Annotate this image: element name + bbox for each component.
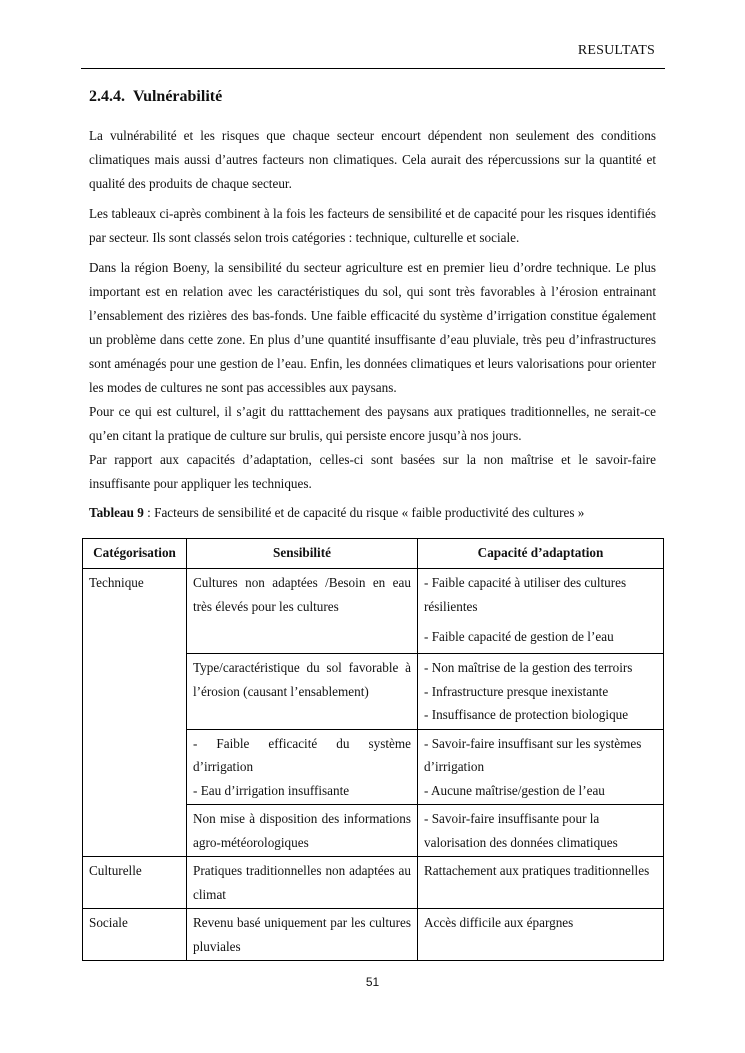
table-row: [83, 909, 664, 961]
capacity-item: - Aucune maîtrise/gestion de l’eau: [424, 782, 605, 798]
sensibility-cell: Non mise à disposition des informations agro-météorologiques: [187, 805, 418, 857]
sensibility-cell: Revenu basé uniquement par les cultures pluviales: [187, 909, 418, 961]
capacity-cell: [418, 654, 664, 730]
capacity-item: - Faible capacité de gestion de l’eau: [424, 629, 614, 644]
capacity-cell: - Savoir-faire insuffisante pour la valorisation des données climatiques: [418, 805, 664, 857]
capacity-cell: [418, 729, 664, 805]
sensibility-cell: Type/caractéristique du sol favorable à l’érosion (causant l’ensablement): [187, 654, 418, 730]
paragraph: La vulnérabilité et les risques que chaque secteur encourt dépendent non seulement des conditions climatiques mais aussi d’autres facteurs non climatiques. Cela aurait des répercussions sur la quantité et qualité des produits de chaque secteur.: [89, 128, 656, 191]
paragraph: Par rapport aux capacités d’adaptation, celles-ci sont basées sur la non maîtrise et le savoir-faire insuffisante pour appliquer les techniques.: [89, 452, 656, 491]
table-caption-label: Tableau 9: [89, 505, 144, 520]
capacity-item: - Faible capacité à utiliser des cultures résilientes: [424, 575, 627, 614]
capacity-cell: [418, 569, 664, 654]
table-row: [83, 569, 664, 654]
table-row: [83, 857, 664, 909]
paragraph: Les tableaux ci-après combinent à la fois les facteurs de sensibilité et de capacité pour les risques identifiés par secteur. Ils sont classés selon trois catégories : technique, culturelle et sociale.: [89, 206, 656, 245]
table-caption: [89, 505, 584, 521]
risk-factors-table: [82, 538, 664, 961]
sensibility-item: - Faible efficacité du système d’irrigation: [193, 735, 411, 774]
sensibility-item: - Eau d’irrigation insuffisante: [193, 782, 350, 798]
header-capacite: Capacité d’adaptation: [418, 539, 664, 569]
sensibility-cell: Cultures non adaptées /Besoin en eau très élevés pour les cultures: [187, 569, 418, 654]
category-cell: Culturelle: [83, 857, 187, 909]
paragraph: Dans la région Boeny, la sensibilité du secteur agriculture est en premier lieu d’ordre technique. Le plus important est en relation avec les caractéristiques du sol, qui sont très favorables à l’érosion entrainant l’ensablement des rizières des bas-fonds. Une faible efficacité du système d’irrigation constitue également un problème dans cette zone. En plus d’une quantité insuffisante d’eau pluviale, très peu d’infrastructures sont aménagés pour une gestion de l’eau. Enfin, les données climatiques et leurs valorisations pour orienter les modes de cultures ne sont pas accessibles aux paysans.: [89, 260, 656, 395]
capacity-item: - Non maîtrise de la gestion des terroirs: [424, 660, 633, 675]
capacity-item: - Infrastructure presque inexistante: [424, 683, 609, 699]
category-cell: Technique: [83, 569, 187, 857]
paragraph: Pour ce qui est culturel, il s’agit du ratttachement des paysans aux pratiques traditionnelles, ne serait-ce qu’en citant la pratique de culture sur brulis, qui persiste encore jusqu’à nos jours.: [89, 404, 656, 443]
running-header: [81, 38, 665, 69]
category-cell: Sociale: [83, 909, 187, 961]
capacity-cell: Rattachement aux pratiques traditionnelles: [418, 857, 664, 909]
body-text: [89, 124, 656, 496]
page-number: 51: [365, 975, 380, 989]
table-caption-text: : Facteurs de sensibilité et de capacité du risque « faible productivité des cultures »: [143, 505, 585, 520]
header-categorisation: Catégorisation: [83, 539, 187, 569]
section-number: 2.4.4.: [89, 88, 125, 105]
section-heading: [89, 88, 222, 106]
capacity-cell: Accès difficile aux épargnes: [418, 909, 664, 961]
sensibility-cell: Pratiques traditionnelles non adaptées au climat: [187, 857, 418, 909]
capacity-item: - Insuffisance de protection biologique: [424, 707, 629, 722]
section-title: Vulnérabilité: [133, 88, 223, 105]
table-header-row: [83, 539, 664, 569]
header-sensibilite: Sensibilité: [187, 539, 418, 569]
sensibility-cell: [187, 729, 418, 805]
running-title: RESULTATS: [577, 43, 655, 58]
capacity-item: - Savoir-faire insuffisant sur les systèmes d’irrigation: [424, 735, 642, 774]
